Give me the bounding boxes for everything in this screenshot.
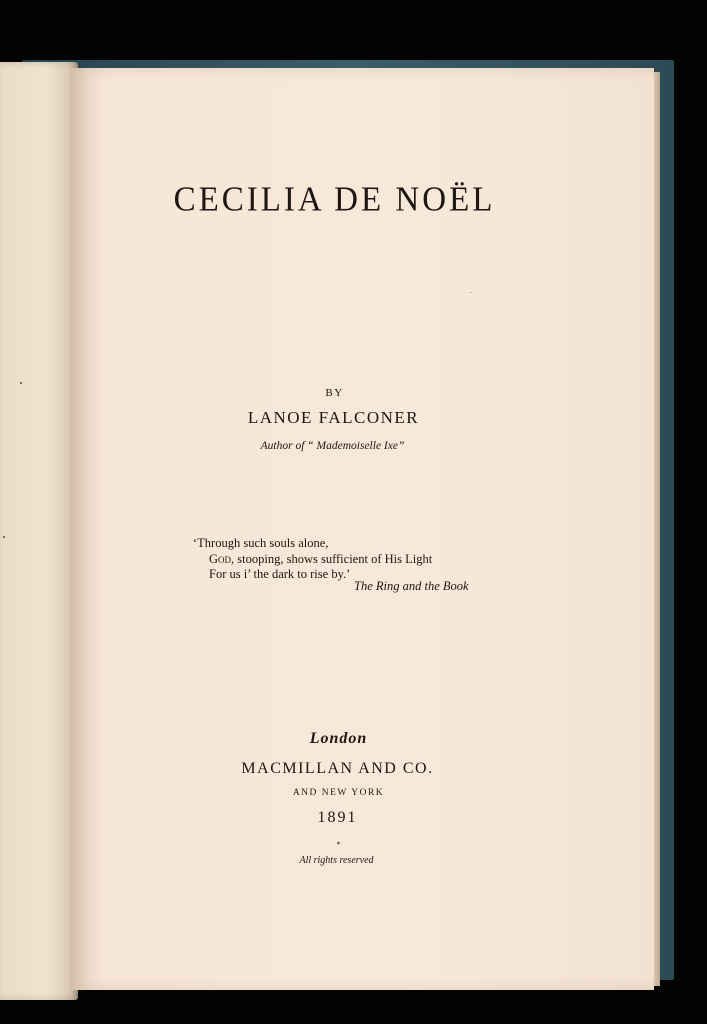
publisher-name: MACMILLAN AND CO.	[241, 760, 434, 777]
publisher-second-city: AND NEW YORK	[292, 788, 385, 798]
epigraph-line-3: For us i’ the dark to rise by.’	[209, 567, 351, 581]
author-name: LANOE FALCONER	[247, 408, 420, 427]
paper-fleck	[3, 536, 5, 538]
paper-fleck	[20, 382, 22, 384]
epigraph-smallcaps: God	[209, 552, 232, 566]
rights-notice: All rights reserved	[299, 855, 374, 866]
imprint-city: London	[309, 730, 368, 747]
by-label: BY	[325, 387, 344, 399]
book-title: CECILIA DE NOËL	[173, 181, 496, 219]
author-credit: Author of “ Mademoiselle Ixe”	[260, 440, 405, 452]
epigraph-line-1: ‘Through such souls alone,	[193, 536, 329, 550]
epigraph-source: The Ring and the Book	[354, 579, 469, 593]
publication-year: 1891	[317, 809, 358, 826]
ornament: *	[336, 840, 341, 849]
paper-fleck	[470, 292, 471, 293]
epigraph-line-2	[209, 552, 432, 568]
epigraph-line-2-rest: , stooping, shows sufficient of His Light	[231, 552, 433, 566]
